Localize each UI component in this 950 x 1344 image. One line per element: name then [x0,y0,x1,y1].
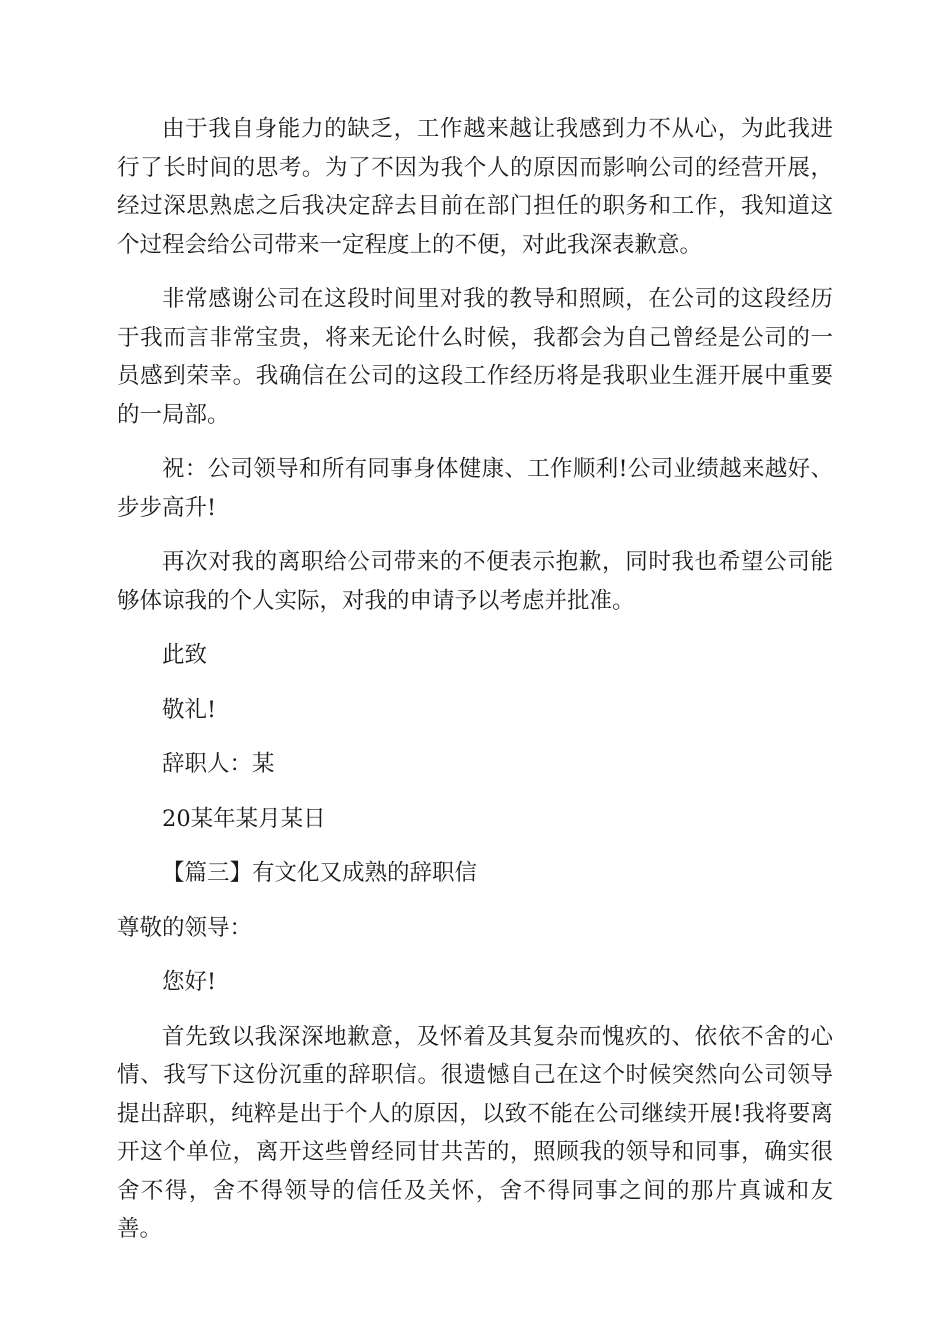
closing-regards: 敬礼! [162,696,217,723]
date-line: 20某年某月某日 [162,805,326,832]
section-heading: 【篇三】有文化又成熟的辞职信 [162,860,478,886]
paragraph-thanks: 非常感谢公司在这段时间里对我的教导和照顾，在公司的这段经历于我而言非常宝贵，将来无论什么时候，我都会为自己曾经是公司的一员感到荣幸。我确信在公司的这段工作经历将是我职业生涯开展中重要的一局部。 [117,286,833,428]
letter-hello: 您好! [162,969,217,995]
paragraph-wishes: 祝：公司领导和所有同事身体健康、工作顺利!公司业绩越来越好、步步高升! [117,456,833,521]
signature-line: 辞职人：某 [162,751,275,777]
paragraph-apology: 再次对我的离职给公司带来的不便表示抱歉，同时我也希望公司能够体谅我的个人实际，对我的申请予以考虑并批准。 [117,549,833,614]
closing-salutation: 此致 [162,642,208,668]
document-body [117,110,833,1265]
paragraph-opening: 首先致以我深深地歉意，及怀着及其复杂而愧疚的、依依不舍的心情、我写下这份沉重的辞职信。很遗憾自己在这个时候突然向公司领导提出辞职，纯粹是出于个人的原因，以致不能在公司继续开展!我将要离开这个单位，离开这些曾经同甘共苦的，照顾我的领导和同事，确实很舍不得，舍不得领导的信任及关怀，舍不得同事之间的那片真诚和友善。 [117,1023,833,1242]
paragraph-reason: 由于我自身能力的缺乏，工作越来越让我感到力不从心，为此我进行了长时间的思考。为了不因为我个人的原因而影响公司的经营开展，经过深思熟虑之后我决定辞去目前在部门担任的职务和工作，我知道这个过程会给公司带来一定程度上的不便，对此我深表歉意。 [117,116,833,258]
letter-greeting: 尊敬的领导： [117,914,253,941]
